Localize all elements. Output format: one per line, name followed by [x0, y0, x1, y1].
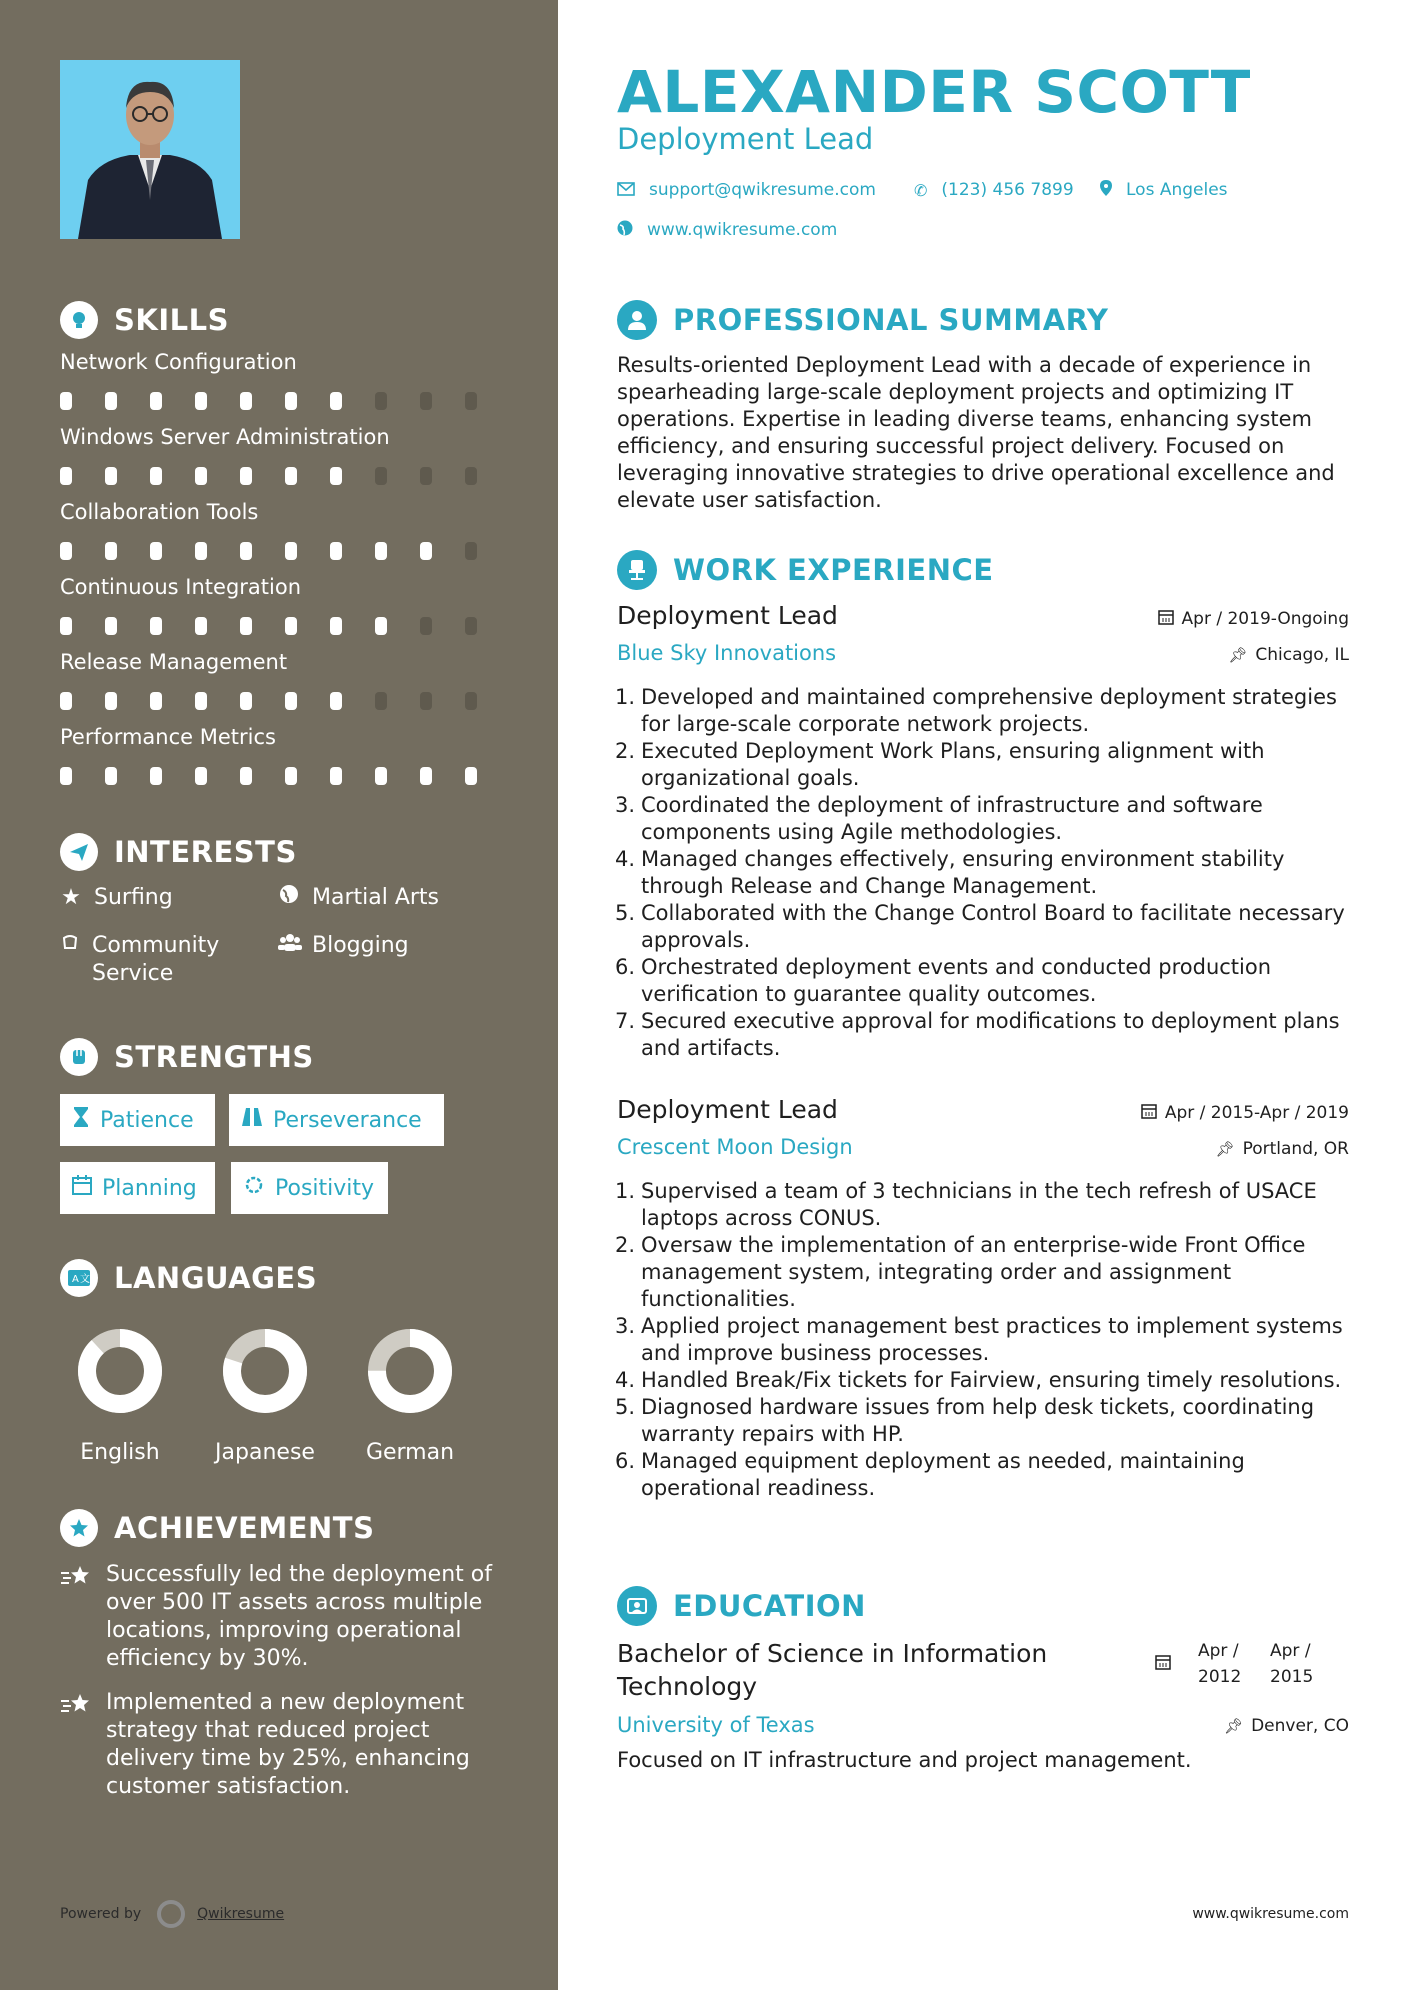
- skill-dot-filled: [60, 617, 72, 635]
- skill-dot-empty: [375, 467, 387, 485]
- duty-item: [608, 684, 1348, 738]
- skill-dot-empty: [375, 392, 387, 410]
- profile-photo: [60, 60, 240, 239]
- duty-text: Supervised a team of 3 technicians in the tech refresh of USACE laptops across CONUS.: [641, 1179, 1317, 1230]
- skill-rating: [60, 692, 510, 710]
- edu-start-date: [1198, 1638, 1241, 1690]
- edu-end-year: 2015: [1270, 1667, 1314, 1687]
- skill-dot-filled: [195, 767, 207, 785]
- interest-item: [278, 884, 439, 912]
- duties-list: [608, 684, 1348, 1062]
- duty-item: [608, 900, 1348, 954]
- strength-badge: [60, 1094, 215, 1146]
- interest-label: Blogging: [312, 933, 409, 958]
- skill-dot-filled: [105, 392, 117, 410]
- language-ring-fill: [87, 1338, 153, 1404]
- duty-text: Developed and maintained comprehensive deployment strategies for large-scale corporate network projects.: [641, 685, 1337, 736]
- calendar-icon: [1158, 609, 1174, 629]
- duty-number: 3.: [614, 793, 635, 817]
- duty-number: 4.: [614, 847, 635, 871]
- paper-plane-icon: [60, 833, 98, 871]
- skill-dot-filled: [285, 467, 297, 485]
- job-dates-text: Apr / 2015-Apr / 2019: [1164, 1103, 1349, 1123]
- duty-number: 3.: [614, 1314, 635, 1338]
- skill-dot-filled: [240, 467, 252, 485]
- skill-dot-filled: [105, 692, 117, 710]
- fist-icon: [60, 1038, 98, 1076]
- achievements-heading: [60, 1509, 374, 1547]
- skill-dot-filled: [195, 392, 207, 410]
- language-name: German: [365, 1440, 455, 1465]
- skill-dot-empty: [375, 692, 387, 710]
- strength-label: Patience: [100, 1107, 194, 1133]
- skill-dot-empty: [420, 617, 432, 635]
- duty-item: [608, 1008, 1348, 1062]
- skill-dot-filled: [285, 692, 297, 710]
- powered-by: [60, 1900, 284, 1928]
- duty-text: Executed Deployment Work Plans, ensuring alignment with organizational goals.: [641, 739, 1265, 790]
- skill-dot-filled: [240, 542, 252, 560]
- strength-label: Planning: [102, 1175, 197, 1201]
- skill-dot-filled: [60, 392, 72, 410]
- interests-title: INTERESTS: [114, 835, 297, 869]
- duty-text: Collaborated with the Change Control Board to facilitate necessary approvals.: [641, 901, 1345, 952]
- duty-text: Handled Break/Fix tickets for Fairview, ensuring timely resolutions.: [641, 1368, 1342, 1392]
- edu-location-text: Denver, CO: [1251, 1716, 1349, 1736]
- skill-dot-filled: [375, 542, 387, 560]
- strengths-title: STRENGTHS: [114, 1040, 314, 1074]
- skill-dot-empty: [420, 692, 432, 710]
- duty-number: 2.: [614, 1233, 635, 1257]
- language-item: [205, 1326, 325, 1465]
- skill-name: Network Configuration: [60, 350, 297, 374]
- job-location-text: Chicago, IL: [1255, 645, 1349, 665]
- contact-location: [1100, 180, 1228, 200]
- language-name: Japanese: [215, 1440, 315, 1465]
- edu-location: [1224, 1716, 1349, 1736]
- star-badge-icon: [60, 1509, 98, 1547]
- skill-rating: [60, 467, 510, 485]
- contact-website[interactable]: [617, 220, 837, 240]
- skill-dot-filled: [60, 542, 72, 560]
- duty-number: 5.: [614, 901, 635, 925]
- skill-dot-filled: [285, 617, 297, 635]
- pushpin-icon: 📌︎: [1228, 646, 1248, 664]
- skill-name: Release Management: [60, 650, 288, 674]
- edu-end-date: [1270, 1638, 1313, 1690]
- strength-badge: [60, 1162, 215, 1214]
- skill-dot-filled: [150, 692, 162, 710]
- skill-dot-filled: [330, 392, 342, 410]
- skill-dot-filled: [195, 692, 207, 710]
- job-title: Deployment Lead: [617, 601, 838, 630]
- duty-number: 1.: [614, 1179, 635, 1203]
- skills-title: SKILLS: [114, 303, 229, 337]
- chair-icon: [617, 550, 657, 590]
- skill-dot-filled: [105, 767, 117, 785]
- experience-title: WORK EXPERIENCE: [673, 553, 994, 587]
- users-icon: [278, 932, 300, 960]
- skill-dot-filled: [465, 767, 477, 785]
- skill-dot-filled: [105, 617, 117, 635]
- skill-dot-filled: [240, 617, 252, 635]
- summary-text: Results-oriented Deployment Lead with a decade of experience in spearheading large-scale deployment projects and optimizing IT operations. Expertise in leading diverse teams, enhancing system efficiency, and ensuring successful project delivery. Focused on leveraging innovative strategies to drive operational excellence and elevate user satisfaction.: [617, 353, 1335, 512]
- skill-dot-filled: [60, 767, 72, 785]
- qwikresume-link[interactable]: Qwikresume: [197, 1906, 285, 1922]
- skill-dot-filled: [60, 467, 72, 485]
- interest-item: [60, 884, 173, 912]
- strength-label: Perseverance: [273, 1107, 422, 1133]
- sun-icon: [243, 1174, 265, 1202]
- strength-badge: [229, 1094, 444, 1146]
- skill-dot-filled: [240, 392, 252, 410]
- interest-label: Community Service: [92, 933, 220, 986]
- candidate-role: Deployment Lead: [617, 122, 874, 156]
- skill-dot-filled: [375, 617, 387, 635]
- job-dates-text: Apr / 2019-Ongoing: [1181, 609, 1349, 629]
- skill-dot-filled: [60, 692, 72, 710]
- shooting-star-icon: [60, 1689, 92, 1801]
- hand-icon: [60, 932, 80, 960]
- skill-dot-filled: [420, 767, 432, 785]
- skill-dot-filled: [330, 542, 342, 560]
- language-name: English: [80, 1440, 160, 1465]
- duty-text: Orchestrated deployment events and conducted production verification to guarantee quality outcomes.: [641, 955, 1272, 1006]
- duty-item: [608, 792, 1348, 846]
- skill-dot-empty: [420, 392, 432, 410]
- duty-text: Secured executive approval for modifications to deployment plans and artifacts.: [641, 1009, 1340, 1060]
- duty-item: [608, 1232, 1348, 1313]
- skill-dot-filled: [195, 617, 207, 635]
- skill-dot-filled: [330, 617, 342, 635]
- language-item: [350, 1326, 470, 1465]
- job-location-text: Portland, OR: [1242, 1139, 1349, 1159]
- duty-item: [608, 1313, 1348, 1367]
- edu-start-month: Apr /: [1198, 1641, 1239, 1661]
- languages-title: LANGUAGES: [114, 1261, 318, 1295]
- duty-number: 1.: [614, 685, 635, 709]
- envelope-icon: [617, 181, 635, 200]
- duty-text: Diagnosed hardware issues from help desk tickets, coordinating warranty repairs with HP.: [641, 1395, 1315, 1446]
- experience-heading: [617, 550, 994, 590]
- interest-label: Surfing: [94, 885, 173, 910]
- skill-dot-empty: [465, 542, 477, 560]
- skill-dot-filled: [150, 767, 162, 785]
- skill-dot-filled: [150, 392, 162, 410]
- skill-dot-filled: [285, 392, 297, 410]
- phone-icon: ✆: [914, 180, 928, 200]
- language-ring: [205, 1326, 325, 1416]
- interest-item: [278, 932, 409, 960]
- duty-number: 5.: [614, 1395, 635, 1419]
- skill-name: Continuous Integration: [60, 575, 301, 599]
- skill-dot-filled: [195, 542, 207, 560]
- footer-url[interactable]: www.qwikresume.com: [1192, 1906, 1349, 1922]
- language-icon: [60, 1259, 98, 1297]
- skill-item: [60, 650, 510, 710]
- edu-start-year: 2012: [1198, 1667, 1242, 1687]
- skill-dot-filled: [195, 467, 207, 485]
- skill-rating: [60, 767, 510, 785]
- summary-heading: [617, 300, 1108, 340]
- pushpin-icon: 📌︎: [1215, 1140, 1235, 1158]
- duty-text: Coordinated the deployment of infrastructure and software components using Agile methodologies.: [641, 793, 1263, 844]
- skill-dot-empty: [465, 467, 477, 485]
- duty-item: [608, 1178, 1348, 1232]
- star-icon: ★: [61, 885, 81, 910]
- duty-number: 4.: [614, 1368, 635, 1392]
- duty-text: Oversaw the implementation of an enterprise-wide Front Office management system, integrating order and assignment functionalities.: [641, 1233, 1306, 1311]
- skill-item: [60, 425, 510, 485]
- strength-label: Positivity: [275, 1175, 375, 1201]
- globe-icon: [278, 884, 300, 912]
- lightbulb-icon: [60, 301, 98, 339]
- achievement-item: [60, 1561, 510, 1673]
- skill-name: Windows Server Administration: [60, 425, 390, 449]
- calendar-icon: [1155, 1654, 1171, 1670]
- school-name: University of Texas: [617, 1713, 815, 1737]
- achievement-item: [60, 1689, 510, 1801]
- skill-dot-filled: [330, 467, 342, 485]
- skill-dot-filled: [375, 767, 387, 785]
- skill-name: Performance Metrics: [60, 725, 276, 749]
- map-pin-icon: [1100, 180, 1112, 200]
- achievement-text: Implemented a new deployment strategy that reduced project delivery time by 25%, enhancing customer satisfaction.: [106, 1690, 470, 1799]
- duty-text: Applied project management best practices to implement systems and improve business processes.: [641, 1314, 1343, 1365]
- skill-dot-empty: [465, 617, 477, 635]
- qwikresume-logo-icon: [157, 1900, 185, 1928]
- duty-number: 6.: [614, 1449, 635, 1473]
- duty-item: [608, 1448, 1348, 1502]
- graduation-icon: [617, 1586, 657, 1626]
- website-text[interactable]: www.qwikresume.com: [647, 220, 838, 240]
- candidate-name: ALEXANDER SCOTT: [617, 58, 1251, 126]
- achievements-title: ACHIEVEMENTS: [114, 1511, 375, 1545]
- language-ring: [60, 1326, 180, 1416]
- skill-dot-filled: [105, 467, 117, 485]
- education-heading: [617, 1586, 866, 1626]
- interest-item: [60, 932, 270, 988]
- duty-item: [608, 738, 1348, 792]
- skill-dot-empty: [465, 392, 477, 410]
- education-description: Focused on IT infrastructure and project management.: [617, 1748, 1192, 1772]
- svg-text:文: 文: [80, 1274, 90, 1285]
- skill-rating: [60, 542, 510, 560]
- globe-icon: [617, 220, 633, 240]
- sidebar: [0, 0, 558, 1990]
- skill-dot-filled: [105, 542, 117, 560]
- skill-dot-filled: [285, 767, 297, 785]
- skill-dot-filled: [150, 467, 162, 485]
- duty-item: [608, 1394, 1348, 1448]
- location-text: Los Angeles: [1126, 180, 1228, 200]
- duty-text: Managed equipment deployment as needed, maintaining operational readiness.: [641, 1449, 1245, 1500]
- calendar-icon: [72, 1175, 92, 1201]
- skill-dot-filled: [150, 617, 162, 635]
- interests-heading: [60, 833, 297, 871]
- language-item: [60, 1326, 180, 1465]
- hourglass-icon: [72, 1106, 90, 1134]
- languages-heading: [60, 1259, 317, 1297]
- duty-text: Managed changes effectively, ensuring environment stability through Release and Change Management.: [641, 847, 1285, 898]
- duty-item: [608, 954, 1348, 1008]
- job-location: [1216, 1139, 1349, 1159]
- skill-dot-filled: [240, 692, 252, 710]
- calendar-icon: [1141, 1103, 1157, 1123]
- shooting-star-icon: [60, 1561, 92, 1673]
- pushpin-icon: 📌︎: [1224, 1717, 1244, 1735]
- email-text[interactable]: support@qwikresume.com: [649, 180, 876, 200]
- achievement-text: Successfully led the deployment of over 500 IT assets across multiple locations, improving operational efficiency by 30%.: [106, 1562, 492, 1671]
- duty-number: 2.: [614, 739, 635, 763]
- job-dates: [1158, 609, 1349, 629]
- contact-email[interactable]: [617, 180, 876, 200]
- skill-dot-empty: [420, 467, 432, 485]
- contact-phone[interactable]: [914, 180, 1074, 200]
- duty-item: [608, 846, 1348, 900]
- summary-title: PROFESSIONAL SUMMARY: [673, 303, 1109, 337]
- user-icon: [617, 300, 657, 340]
- phone-text[interactable]: (123) 456 7899: [941, 180, 1074, 200]
- duty-number: 6.: [614, 955, 635, 979]
- duties-list: [608, 1178, 1348, 1502]
- strength-badge: [231, 1162, 388, 1214]
- job-title: Deployment Lead: [617, 1095, 838, 1124]
- language-ring: [350, 1326, 470, 1416]
- duty-number: 7.: [614, 1009, 635, 1033]
- edu-end-month: Apr /: [1270, 1641, 1311, 1661]
- company-name: Blue Sky Innovations: [617, 641, 837, 665]
- skill-rating: [60, 392, 510, 410]
- skill-dot-filled: [330, 692, 342, 710]
- skill-dot-filled: [420, 542, 432, 560]
- skill-dot-filled: [330, 767, 342, 785]
- degree-title: Bachelor of Science in Information Technology: [617, 1639, 1048, 1701]
- powered-by-label: Powered by: [60, 1906, 142, 1922]
- skill-dot-filled: [150, 542, 162, 560]
- interest-label: Martial Arts: [312, 885, 440, 910]
- skill-name: Collaboration Tools: [60, 500, 259, 524]
- job-location: [1228, 645, 1349, 665]
- skill-item: [60, 725, 510, 785]
- road-icon: [241, 1107, 263, 1133]
- skill-dot-filled: [285, 542, 297, 560]
- skill-item: [60, 575, 510, 635]
- svg-text:A: A: [72, 1274, 79, 1285]
- skill-item: [60, 500, 510, 560]
- skills-heading: [60, 301, 229, 339]
- company-name: Crescent Moon Design: [617, 1135, 853, 1159]
- job-dates: [1141, 1103, 1349, 1123]
- duty-item: [608, 1367, 1348, 1394]
- skill-dot-filled: [240, 767, 252, 785]
- strengths-heading: [60, 1038, 314, 1076]
- skill-dot-empty: [465, 692, 477, 710]
- skill-rating: [60, 617, 510, 635]
- skill-item: [60, 350, 510, 410]
- education-title: EDUCATION: [673, 1589, 866, 1623]
